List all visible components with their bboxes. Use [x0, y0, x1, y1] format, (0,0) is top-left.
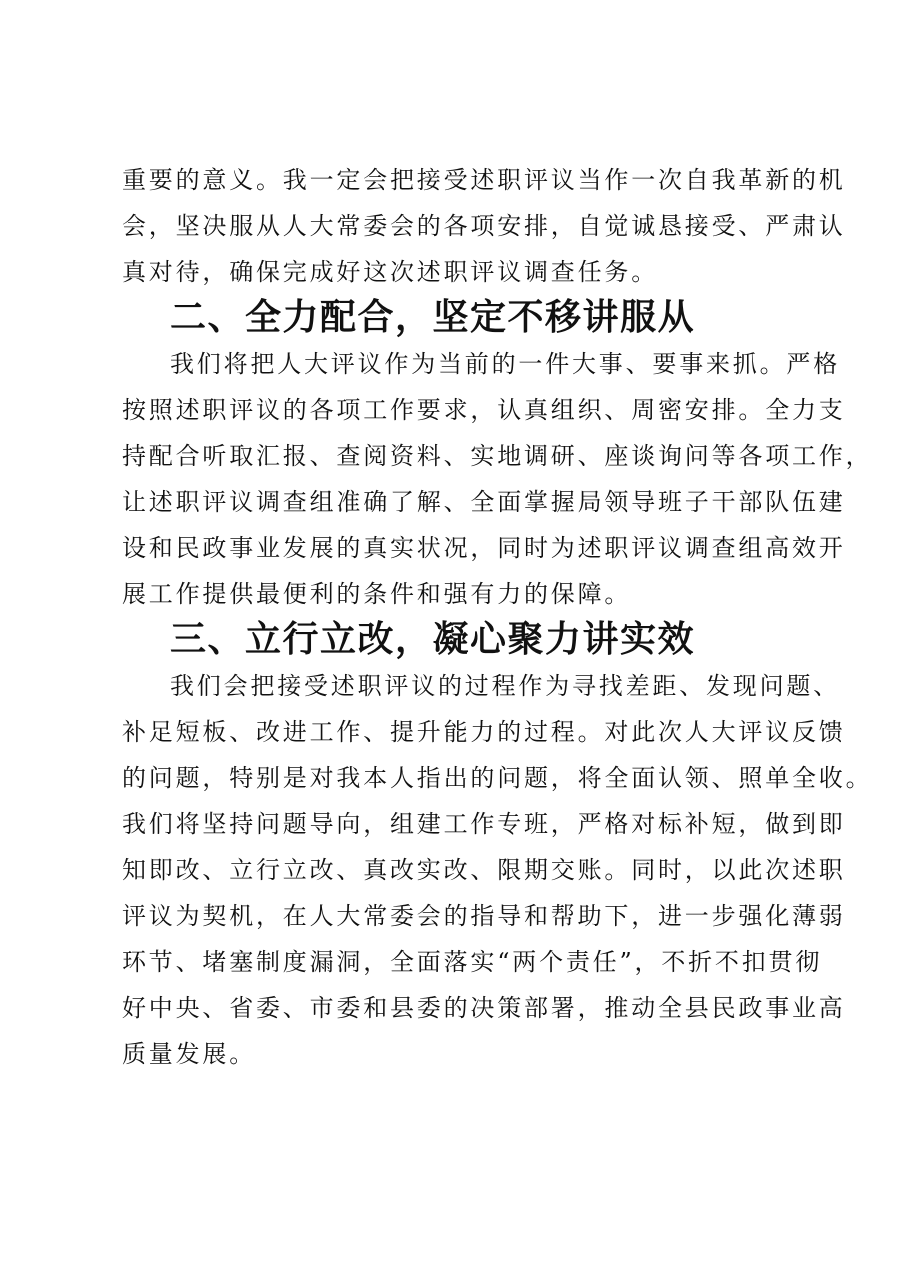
- text-line: 会，坚决服从人大常委会的各项安排，自觉诚恳接受、严肃认: [122, 212, 846, 240]
- text-line: 展工作提供最便利的条件和强有力的保障。: [122, 580, 632, 608]
- text-line: 我们将把人大评议作为当前的一件大事、要事来抓。严格: [170, 350, 840, 378]
- paragraph-section-three: [122, 663, 873, 1077]
- text-line: 补足短板、改进工作、提升能力的过程。对此次人大评议反馈: [122, 718, 846, 746]
- text-line: 按照述职评议的各项工作要求，认真组织、周密安排。全力支: [122, 396, 846, 424]
- text-line: 环节、堵塞制度漏洞，全面落实“两个责任”，不折不扣贯彻: [122, 948, 823, 976]
- text-line: 知即改、立行立改、真改实改、限期交账。同时，以此次述职: [122, 856, 846, 884]
- section-heading-two: 二、全力配合，坚定不移讲服从: [170, 297, 696, 338]
- section-heading-three: 三、立行立改，凝心聚力讲实效: [170, 619, 696, 660]
- text-line: 让述职评议调查组准确了解、全面掌握局领导班子干部队伍建: [122, 488, 846, 516]
- text-line: 质量发展。: [122, 1040, 256, 1068]
- text-line: 真对待，确保完成好这次述职评议调查任务。: [122, 258, 658, 286]
- text-line: 重要的意义。我一定会把接受述职评议当作一次自我革新的机: [122, 166, 846, 194]
- paragraph-section-two: [122, 341, 873, 617]
- text-line: 持配合听取汇报、查阅资料、实地调研、座谈询问等各项工作，: [122, 442, 873, 470]
- text-line: 的问题，特别是对我本人指出的问题，将全面认领、照单全收。: [122, 764, 873, 792]
- text-line: 评议为契机，在人大常委会的指导和帮助下，进一步强化薄弱: [122, 902, 846, 930]
- text-line: 设和民政事业发展的真实状况，同时为述职评议调查组高效开: [122, 534, 846, 562]
- text-line: 我们将坚持问题导向，组建工作专班，严格对标补短，做到即: [122, 810, 846, 838]
- text-line: 好中央、省委、市委和县委的决策部署，推动全县民政事业高: [122, 994, 846, 1022]
- document-body: [122, 157, 873, 1077]
- text-line: 我们会把接受述职评议的过程作为寻找差距、发现问题、: [170, 672, 840, 700]
- paragraph-opening-continuation: [122, 157, 846, 295]
